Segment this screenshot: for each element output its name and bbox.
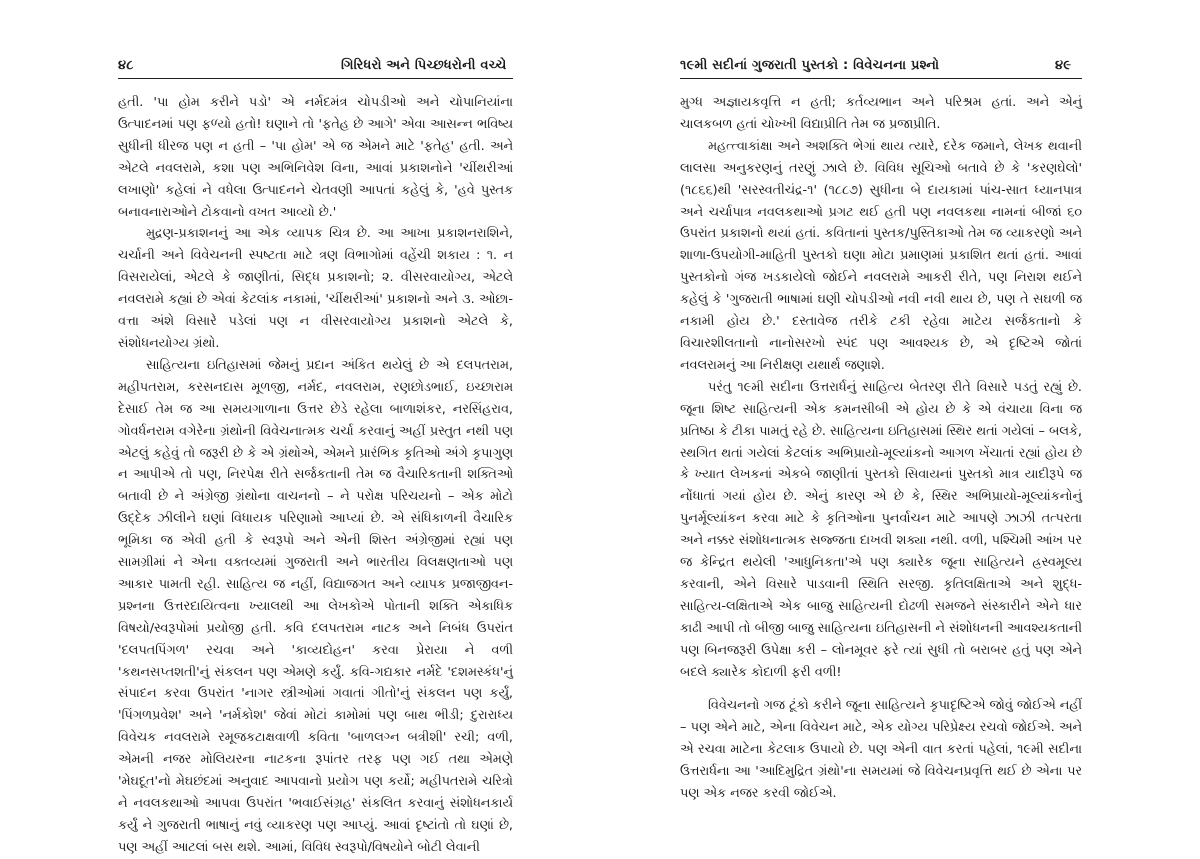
paragraph: મુગ્ધ અજ્ઞાયકવૃત્તિ ન હતી; કર્તવ્યભાન અને પરિશ્રમ હતાં. અને એનું ચાલકબળ હતાં ચોખ્ખી વિદ્યાપ્રીતિ તેમ જ પ્રજાપ્રીતિ. xyxy=(680,95,1082,132)
right-page-body xyxy=(680,92,1082,805)
paragraph: હતી. 'પા હોમ કરીને પડો' એ નર્મદમંત્ર ચોપડીઓ અને ચોપાનિયાંના ઉત્પાદનમાં પણ ફળ્યો હતો! ઘણાને તો 'ફતેહ છે આગે' એવા આસન્ન ભવિષ્ય સુધીની ધીરજ પણ ન હતી – 'પા હોમ' એ જ એમને માટે 'ફતેહ' હતી. અને એટલે નવલરામે, કશા પણ અભિનિવેશ વિના, આવાં પ્રકાશનોને 'ચીંથરીઆં લખાણો' કહેલાં ને વધેલા ઉત્પાદનને ચેતવણી આપતાં કહેલું કે, 'હવે પુસ્તક બનાવનારાઓને ટોકવાનો વખત આવ્યો છે.' xyxy=(118,95,513,220)
paragraph: મહત્ત્વાકાંક્ષા અને અશક્તિ ભેગાં થાય ત્યારે, દરેક જમાને, લેખક થવાની લાલસા અનુકરણનું તરણું ઝાલે છે. વિવિધ સૂચિઓ બતાવે છે કે 'કરણઘેલો' (૧૮૬૬)થી 'સરસ્વતીચંદ્ર-૧' (૧૮૮૭) સુધીના બે દાયકામાં પાંચ-સાત ધ્યાનપાત્ર અને ચર્ચાપાત્ર નવલકથાઓ પ્રગટ થઈ હતી પણ નવલકથા નામનાં બીજાં ૬૦ ઉપરાંત પ્રકાશનો થયાં હતાં. કવિતાનાં પુસ્તક/પુસ્તિકાઓ તેમ જ વ્યાકરણો અને શાળા-ઉપયોગી-માહિતી પુસ્તકો ઘણા મોટા પ્રમાણમાં પ્રકાશિત થતાં હતાં. આવાં પુસ્તકોનો ગંજ ખડકાયેલો જોઈને નવલરામે આકરી રીતે, પણ નિરાશ થઈને કહેલું કે 'ગુજરાતી ભાષામાં ઘણી ચોપડીઓ નવી નવી થાય છે, પણ તે સઘળી જ નકામી હોય છે.' દસ્તાવેજ તરીકે ટકી રહેવા માટેય સર્જકતાનો કે વિચારશીલતાનો નાનોસરખો સ્પંદ પણ આવશ્યક છે, એ દૃષ્ટિએ જોતાં નવલરામનું આ નિરીક્ષણ યથાર્થ જણાશે. xyxy=(680,138,1082,373)
paragraph: વિવેચનનો ગજ ટૂંકો કરીને જૂના સાહિત્યને કૃપાદૃષ્ટિએ જોવું જોઈએ નહીં – પણ એને માટે, એના વિવેચન માટે, એક યોગ્ય પરિપ્રેક્ષ્ય રચવો જોઈએ. અને એ રચવા માટેના કેટલાક ઉપાયો છે. પણ એની વાત કરતાં પહેલાં, ૧૯મી સદીના ઉત્તરાર્ધના આ 'આદિમુદ્રિત ગ્રંથો'ના સમયમાં જે વિવેચનપ્રવૃત્તિ થઈ છે એના પર પણ એક નજર કરવી જોઈએ. xyxy=(680,698,1082,802)
right-page xyxy=(600,0,1200,848)
header-rule-left xyxy=(118,78,513,79)
running-head-left: ગિરિધરો અને પિચ્છધરોની વચ્ચે xyxy=(341,58,507,73)
left-page xyxy=(0,0,600,855)
header-rule-right xyxy=(680,78,1082,79)
left-page-body xyxy=(118,92,513,859)
running-head-right: ૧૯મી સદીનાં ગુજરાતી પુસ્તકો : વિવેચનના પ્રશ્નો xyxy=(680,58,940,73)
paragraph: સાહિત્યના ઇતિહાસમાં જેમનું પ્રદાન અંકિત થયેલું છે એ દલપતરામ, મહીપતરામ, કરસનદાસ મૂળજી, નર્મદ, નવલરામ, રણછોડભાઈ, ઇચ્છારામ દેસાઈ તેમ જ આ સમયગાળાના ઉત્તર છેડે રહેલા બાળાશંકર, નરસિંહરાવ, ગોવર્ધનરામ વગેરેના ગ્રંથોની વિવેચનાત્મક ચર્ચા કરવાનું અહીં પ્રસ્તુત નથી પણ એટલું કહેવું તો જરૂરી છે કે એ ગ્રંથોએ, એમને પ્રારંભિક કૃતિઓ અંગે કૃપાગુણ ન આપીએ તો પણ, નિરપેક્ષ રીતે સર્જકતાની તેમ જ વૈચારિકતાની શક્તિઓ બતાવી છે ને અંગ્રેજી ગ્રંથોના વાચનનો – ને પરોક્ષ પરિચયનો – એક મોટો ઉદ્દેક ઝીલીને ઘણાં વિધાયક પરિણામો આપ્યાં છે. એ સંધિકાળની વૈચારિક ભૂમિકા જ એવી હતી કે સ્વરૂપો અને એની શિસ્ત અંગ્રેજીમાં રહ્યાં પણ સામગ્રીમાં ને એના વક્તવ્યમાં ગુજરાતી અને ભારતીય વિલક્ષણતાઓ પણ આકાર પામતી રહી. સાહિત્ય જ નહીં, વિદ્યાજગત અને વ્યાપક પ્રજાજીવન-પ્રશ્નના ઉત્તરદાયિત્વના ખ્યાલથી આ લેખકોએ પોતાની શક્તિ એકાધિક વિષયો/સ્વરૂપોમાં પ્રયોજી હતી. કવિ દલપતરામ નાટક અને નિબંધ ઉપરાંત 'દલપતપિંગળ' રચવા અને 'કાવ્યદોહન' કરવા પ્રેરાયા ને વળી 'કથનસપ્તશતી'નું સંકલન પણ એમણે કર્યું. કવિ-ગદ્યકાર નર્મદે 'દશમસ્કંધ'નું સંપાદન કરવા ઉપરાંત 'નાગર સ્ત્રીઓમાં ગવાતાં ગીતો'નું સંકલન પણ કર્યું, 'પિંગળપ્રવેશ' અને 'નર્મકોશ' જેવાં મોટાં કામોમાં પણ બાથ ભીડી; દુરારાધ્ય વિવેચક નવલરામે રમૂજકટાક્ષવાળી કવિતા 'બાળલગ્ન બત્રીશી' રચી; વળી, એમની નજર મોલિયરના નાટકના રૂપાંતર તરફ પણ ગઈ તથા એમણે 'મેઘદૂત'નો મેઘછંદમાં અનુવાદ આપવાનો પ્રયોગ પણ કર્યો; મહીપતરામે ચરિત્રો ને નવલકથાઓ આપવા ઉપરાંત 'ભવાઈસંગ્રહ' સંકલિત કરવાનું સંશોધનકાર્ય કર્યું ને ગુજરાતી ભાષાનું નવું વ્યાકરણ પણ આપ્યું. આવાં દૃષ્ટાંતો તો ઘણાં છે, પણ અહીં આટલાં બસ થશે. આમાં, વિવિધ સ્વરૂપો/વિષયોને બોટી લેવાની xyxy=(118,357,513,855)
paragraph: મુદ્રણ-પ્રકાશનનું આ એક વ્યાપક ચિત્ર છે. આ આખા પ્રકાશનરાશિને, ચર્ચાની અને વિવેચનની સ્પષ્ટતા માટે ત્રણ વિભાગોમાં વહેંચી શકાય : ૧. ન વિસરાયેલાં, એટલે કે જાણીતાં, સિદ્ધ પ્રકાશનો; ૨. વીસરવાયોગ્ય, એટલે નવલરામે કહ્યાં છે એવાં કેટલાંક નકામાં, 'ચીંથરીઆં' પ્રકાશનો અને ૩. ઓછા-વત્તા અંશે વિસારે પડેલાં પણ ન વીસરવાયોગ્ય પ્રકાશનો એટલે કે, સંશોધનયોગ્ય ગ્રંથો. xyxy=(118,226,513,351)
paragraph: પરંતુ ૧૯મી સદીના ઉત્તરાર્ધનું સાહિત્ય બેતરણ રીતે વિસારે પડતું રહ્યું છે. જૂના શિષ્ટ સાહિત્યની એક કમનસીબી એ હોય છે કે એ વંચાયા વિના જ પ્રતિષ્ઠા કે ટીકા પામતું રહે છે. સાહિત્યના ઇતિહાસમાં સ્થિર થતાં ગયેલાં – બલકે, સ્થગિત થતાં ગયેલાં કેટલાંક અભિપ્રાયો-મૂલ્યાંકનો આગળ ખેંચાતાં રહ્યાં હોય છે કે ખ્યાત લેખકનાં એકબે જાણીતાં પુસ્તકો સિવાયનાં પુસ્તકો માત્ર યાદીરૂપે જ નોંધાતાં ગયાં હોય છે. એનું કારણ એ છે કે, સ્થિર અભિપ્રાયો-મૂલ્યાંકનોનું પુનર્મૂલ્યાંકન કરવા માટે કે કૃતિઓના પુનર્વાચન માટે આપણે ઝાઝી તત્પરતા અને નક્કર સંશોધનાત્મક સજ્જતા દાખવી શક્યા નથી. વળી, પશ્ચિમી આંખ પર જ કેન્દ્રિત થયેલી 'આધુનિકતા'એ પણ ક્યારેક જૂના સાહિત્યને હ્રસ્વમૂલ્ય કરવાની, એને વિસારે પાડવાની સ્થિતિ સરજી. કૃતિલક્ષિતાએ અને શુદ્ધ-સાહિત્ય-લક્ષિતાએ એક બાજુ સાહિત્યની દોઢળી સમજને સંસ્કારીને એને ધાર કાઢી આપી તો બીજી બાજુ સાહિત્યના ઇતિહાસની ને સંશોધનની આવશ્યકતાની પણ બિનજરૂરી ઉપેક્ષા કરી – લોનમૂવર ફરે ત્યાં સુધી તો બરાબર હતું પણ એને બદલે ક્યારેક કોદાળી ફરી વળી! xyxy=(680,379,1082,680)
page-number-left: ૪૮ xyxy=(118,58,134,73)
page-number-right: ૪૯ xyxy=(1055,58,1072,73)
